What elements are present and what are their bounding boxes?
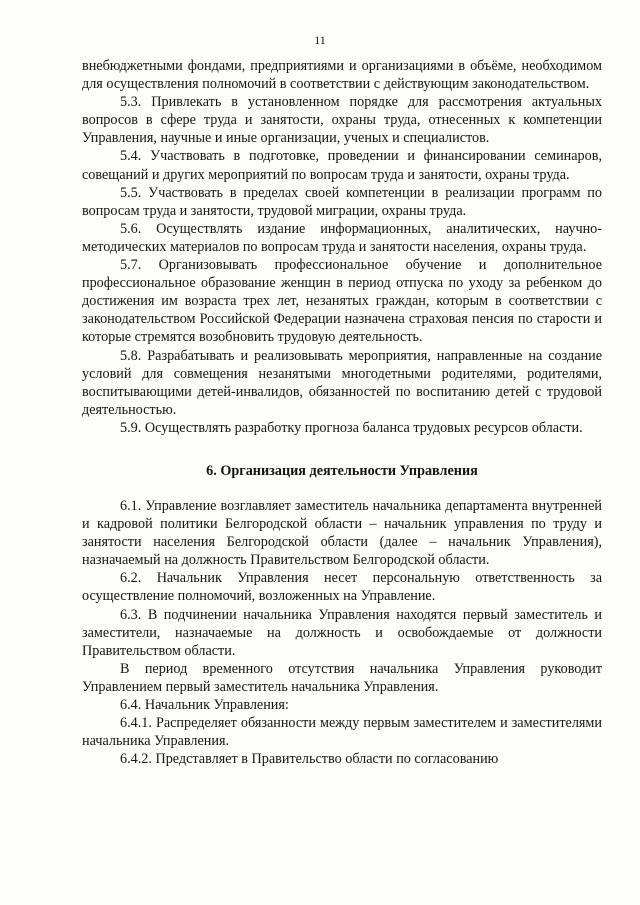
paragraph-5-6: 5.6. Осуществлять издание информационных, аналитических, научно-методических материалов по вопросам труда и занятости населения, охраны труда.: [82, 220, 602, 255]
paragraph-6-1: 6.1. Управление возглавляет заместитель начальника департамента внутренней и кадровой политики Белгородской области – начальник управления по труду и занятости населения Белгородской области (далее – начальник Управления), назначаемый на должность Правительством Белгородской области.: [82, 497, 602, 569]
section-title: 6. Организация деятельности Управления: [206, 462, 478, 479]
paragraph-6-2: 6.2. Начальник Управления несет персональную ответственность за осуществление полномочий, возложенных на Управление.: [82, 570, 602, 605]
paragraph-5-3: 5.3. Привлекать в установленном порядке для рассмотрения актуальных вопросов в сфере труда и занятости, охраны труда, отнесенных к компетенции Управления, научные и иные организации, ученых и специалистов.: [82, 94, 602, 147]
paragraph-5-9: 5.9. Осуществлять разработку прогноза баланса трудовых ресурсов области.: [120, 419, 583, 436]
paragraph-5-4: 5.4. Участвовать в подготовке, проведении и финансировании семинаров, совещаний и других мероприятий по вопросам труда и занятости, охраны труда.: [82, 148, 602, 183]
document-body: [82, 57, 602, 768]
page-number: 11: [314, 33, 326, 47]
paragraph-intro: внебюджетными фондами, предприятиями и организациями в объёме, необходимом для осуществления полномочий в соответствии с действующим законодательством.: [82, 58, 602, 93]
paragraph-6-4: 6.4. Начальник Управления:: [120, 697, 289, 713]
paragraph-6-4-1: 6.4.1. Распределяет обязанности между первым заместителем и заместителями начальника Управления.: [82, 715, 602, 750]
paragraph-6-3: 6.3. В подчинении начальника Управления находятся первый заместитель и заместители, назначаемые на должность и освобождаемые от должности Правительством области.: [82, 606, 602, 659]
paragraph-6-4-2: 6.4.2. Представляет в Правительство области по согласованию: [120, 751, 499, 768]
paragraph-5-7: 5.7. Организовывать профессиональное обучение и дополнительное профессиональное образование женщин в период отпуска по уходу за ребенком до достижения им возраста трех лет, незанятых граждан, которым в соответствии с законодательством Российской Федерации назначена страховая пенсия по старости и которые стремятся возобновить трудовую деятельность.: [82, 257, 602, 346]
paragraph-5-8: 5.8. Разрабатывать и реализовывать мероприятия, направленные на создание условий для совмещения незанятыми многодетными родителями, родителями, воспитывающими детей-инвалидов, обязанностей по воспитанию детей с трудовой деятельностью.: [82, 347, 602, 418]
paragraph-6-3-note: В период временного отсутствия начальника Управления руководит Управлением первый заместитель начальника Управления.: [82, 660, 602, 695]
paragraph-5-5: 5.5. Участвовать в пределах своей компетенции в реализации программ по вопросам труда и занятости, трудовой миграции, охраны труда.: [82, 184, 602, 219]
